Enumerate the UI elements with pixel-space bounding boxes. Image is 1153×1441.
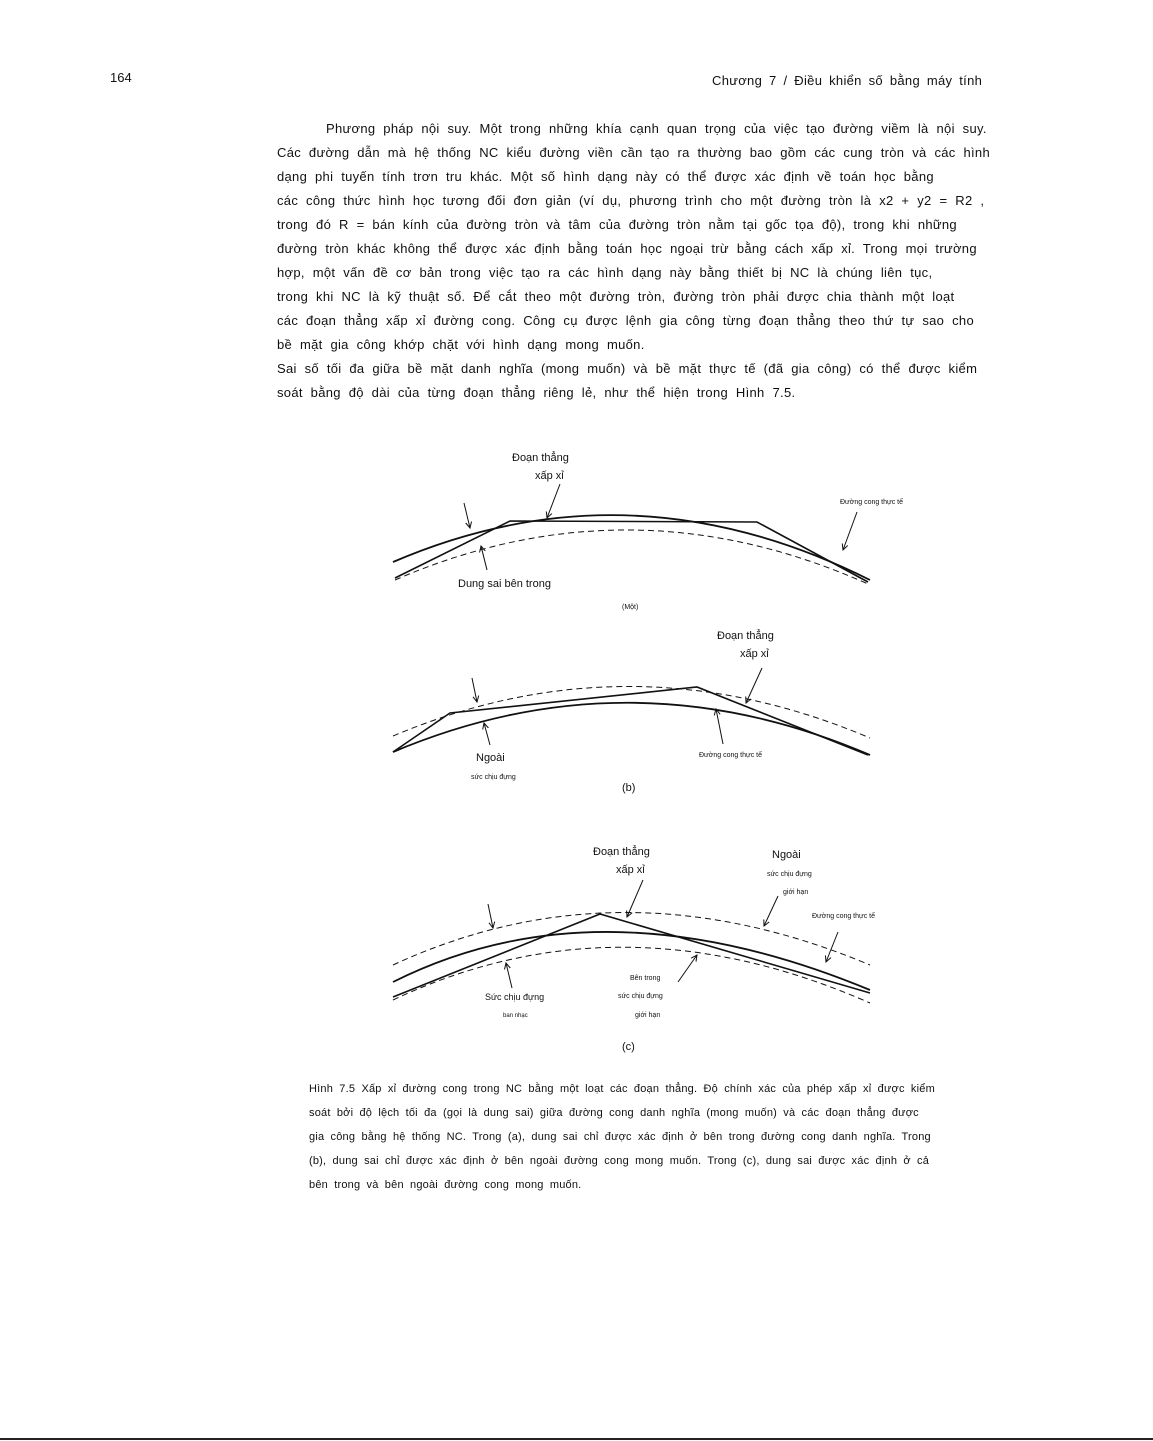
body-line: Các đường dẫn mà hệ thống NC kiểu đường viền cần tạo ra thường bao gồm các cung tròn và các hình	[277, 145, 990, 160]
body-line: hợp, một vấn đề cơ bản trong việc tạo ra các hình dạng này bằng thiết bị NC là chúng liên tục,	[277, 265, 933, 280]
caption-line: soát bởi độ lệch tối đa (gọi là dung sai) giữa đường cong danh nghĩa (mong muốn) và các đoạn thẳng được	[309, 1107, 919, 1119]
body-line: Sai số tối đa giữa bề mặt danh nghĩa (mong muốn) và bề mặt thực tế (đã gia công) có thể được kiểm	[277, 361, 978, 376]
body-line: các công thức hình học tương đối đơn giản (ví dụ, phương trình cho một đường tròn là x2 + y2 = R2 ,	[277, 193, 985, 208]
label: xấp xỉ	[535, 470, 564, 482]
label: Đường cong thực tế	[699, 752, 762, 759]
label: Bên trong	[630, 975, 661, 982]
body-line: soát bằng độ dài của từng đoạn thẳng riêng lẻ, như thể hiện trong Hình 7.5.	[277, 385, 796, 400]
caption-line: Hình 7.5 Xấp xỉ đường cong trong NC bằng một loạt các đoạn thẳng. Độ chính xác của phép xấp xỉ được kiểm	[309, 1083, 935, 1095]
label: Đoạn thẳng	[717, 630, 774, 642]
sublabel: (c)	[622, 1041, 635, 1053]
label: Ngoài	[772, 849, 801, 861]
sublabel: (Một)	[622, 604, 639, 611]
inner-tolerance-curve	[395, 530, 868, 584]
approx-segments	[393, 687, 868, 755]
body-line: dạng phi tuyến tính trơn tru khác. Một số hình dạng này có thể được xác định về toán học bằng	[277, 169, 934, 184]
body-line: đường tròn khác không thể được xác định bằng toán học ngoại trừ bằng cách xấp xỉ. Trong mọi trường	[277, 241, 977, 256]
body-line: các đoạn thẳng xấp xỉ đường cong. Công cụ được lệnh gia công từng đoạn thẳng theo thứ tự sao cho	[277, 313, 974, 328]
page-bottom-border	[0, 1438, 1153, 1440]
approx-segments	[393, 914, 870, 997]
body-line: bề mặt gia công khớp chặt với hình dạng mong muốn.	[277, 337, 645, 352]
label: Đoạn thẳng	[593, 846, 650, 858]
caption-line: bên trong và bên ngoài đường cong mong muốn.	[309, 1179, 582, 1191]
label: ban nhạc	[503, 1013, 528, 1019]
label: xấp xỉ	[740, 648, 769, 660]
label: sức chịu đựng	[767, 871, 812, 878]
figure-a	[393, 484, 870, 584]
outer-tolerance-curve	[393, 913, 870, 966]
actual-curve	[393, 515, 870, 580]
figure-b	[393, 668, 870, 755]
label: Dung sai bên trong	[458, 578, 551, 590]
sublabel: (b)	[622, 782, 636, 794]
caption-line: gia công bằng hệ thống NC. Trong (a), dung sai chỉ được xác định ở bên trong đường cong danh nghĩa. Trong	[309, 1131, 931, 1143]
label: sức chịu đựng	[471, 774, 516, 781]
label: Đường cong thực tế	[840, 499, 903, 506]
label: Sức chịu đựng	[485, 992, 545, 1002]
label: Đoạn thẳng	[512, 452, 569, 464]
label: Ngoài	[476, 752, 505, 764]
label: Đường cong thực tế	[812, 913, 875, 920]
page-number: 164	[110, 70, 132, 85]
body-line: Phương pháp nội suy. Một trong những khía cạnh quan trọng của việc tạo đường viềm là nội suy.	[326, 121, 987, 136]
body-line: trong khi NC là kỹ thuật số. Để cắt theo một đường tròn, đường tròn phải được chia thành một loạt	[277, 289, 955, 304]
label: giới hạn	[635, 1012, 661, 1019]
figure-c	[393, 880, 870, 1003]
caption-line: (b), dung sai chỉ được xác định ở bên ngoài đường cong mong muốn. Trong (c), dung sai được xác định ở cả	[309, 1155, 930, 1167]
body-line: trong đó R = bán kính của đường tròn và tâm của đường tròn nằm tại gốc tọa độ), trong khi những	[277, 217, 957, 232]
label: giới hạn	[783, 889, 809, 896]
running-header: Chương 7 / Điều khiển số bằng máy tính	[712, 73, 983, 88]
label: xấp xỉ	[616, 864, 645, 876]
label: sức chịu đựng	[618, 993, 663, 1000]
